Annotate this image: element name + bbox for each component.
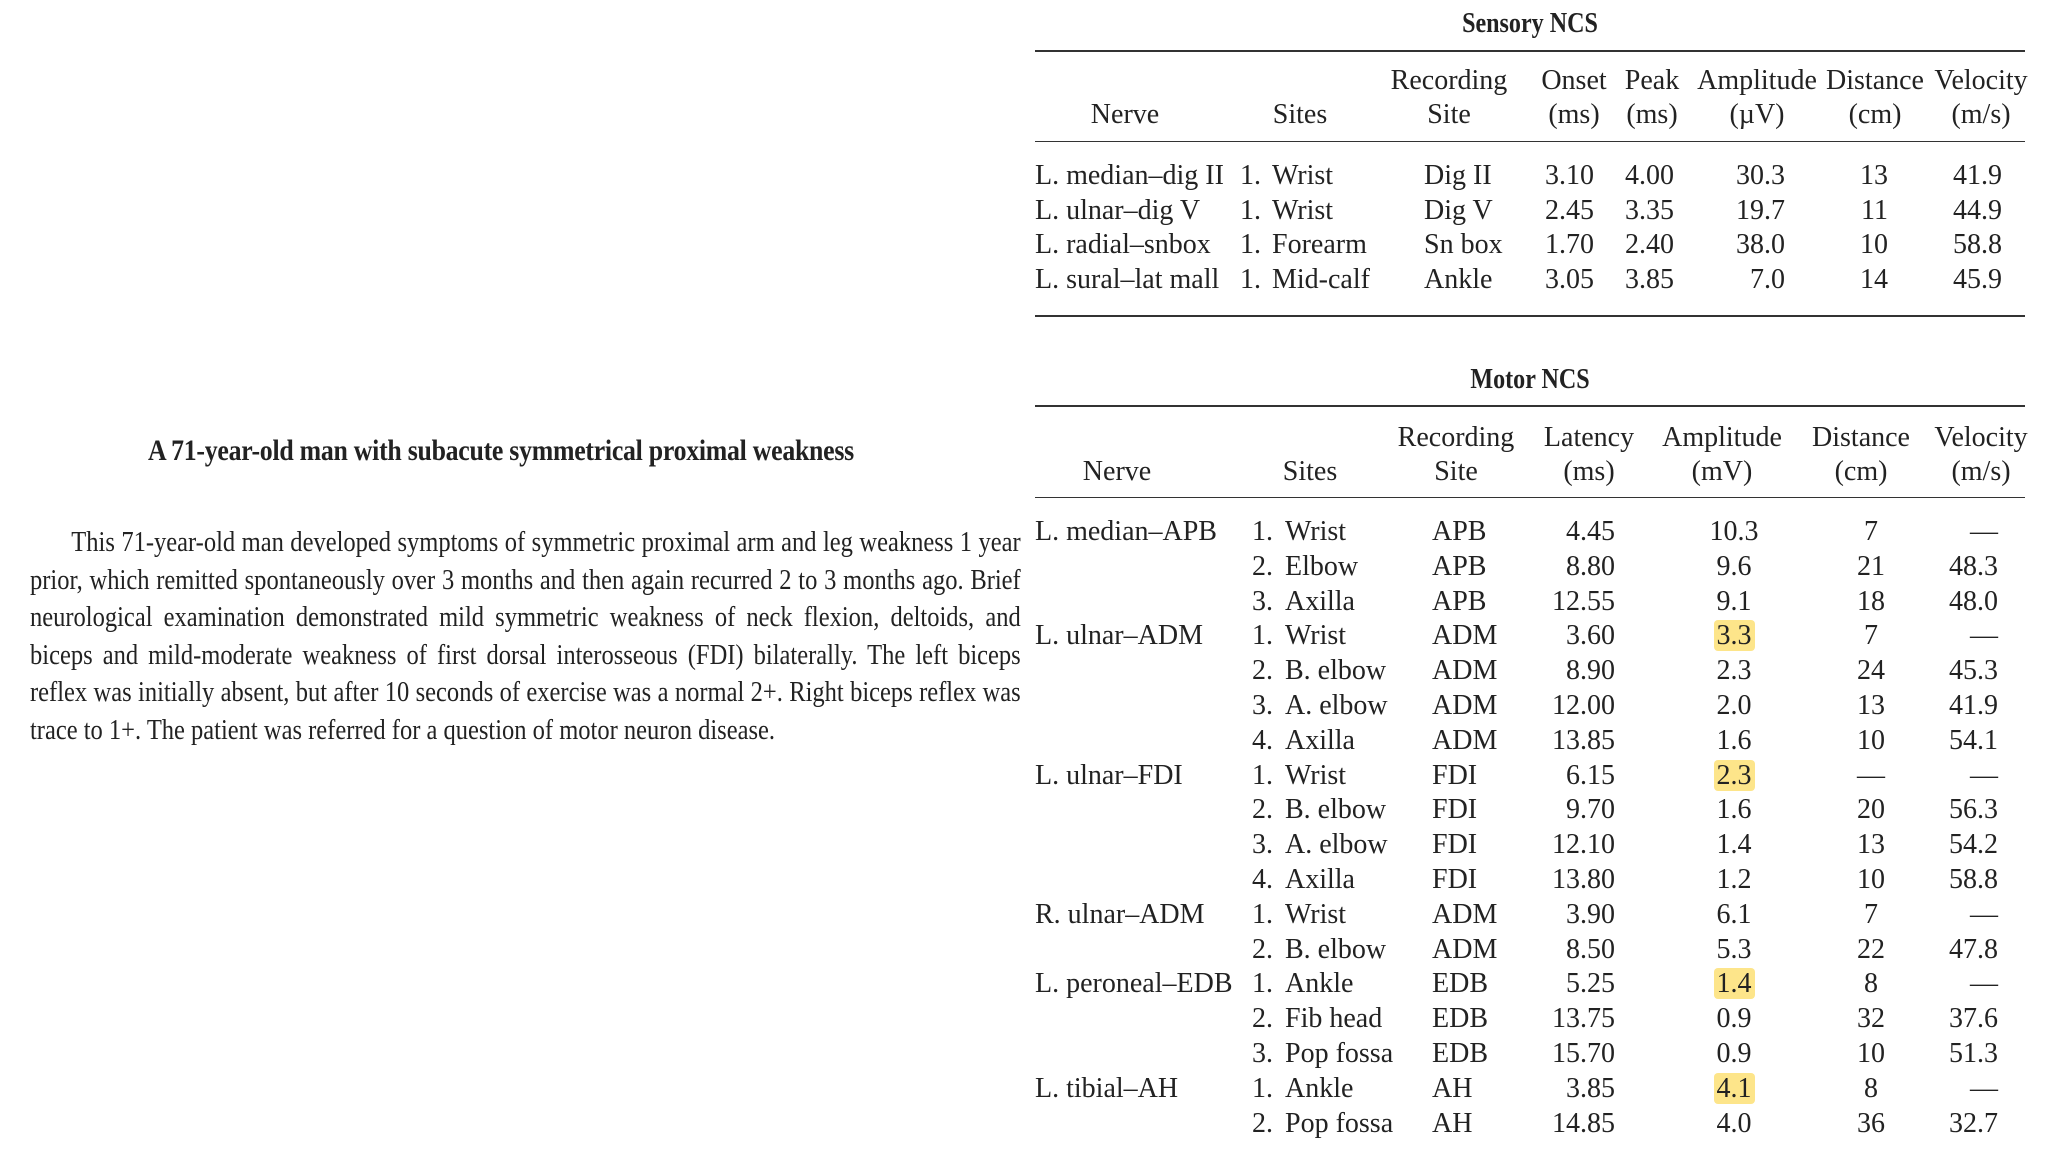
motor-cell-site: Wrist — [1285, 898, 1347, 930]
motor-cell-site-number: 3. — [1252, 829, 1273, 861]
motor-cell-velocity: — — [1970, 898, 1998, 930]
motor-cell-recording-site: APB — [1432, 585, 1487, 617]
motor-cell-amplitude — [1694, 794, 1774, 826]
motor-cell-amplitude — [1694, 934, 1774, 966]
motor-cell-recording-site: ADM — [1432, 690, 1498, 721]
sensory-cell-distance: 11 — [1861, 194, 1888, 226]
motor-header-recording-line2: Site — [1434, 456, 1478, 487]
sensory-cell-nerve: L. ulnar–dig V — [1035, 194, 1201, 226]
amplitude-value: 4.0 — [1716, 1107, 1752, 1139]
motor-header-distance-line2: (cm) — [1834, 456, 1888, 487]
motor-header-rule — [1035, 497, 2025, 498]
motor-cell-site: Pop fossa — [1285, 1107, 1394, 1139]
highlighted-amplitude: 3.3 — [1714, 620, 1755, 651]
motor-cell-site: Wrist — [1285, 516, 1347, 547]
sensory-cell-velocity: 58.8 — [1953, 229, 2002, 260]
motor-cell-distance: 8 — [1864, 1072, 1878, 1104]
sensory-header-velocity-line1: Velocity — [1934, 65, 2028, 96]
motor-cell-latency: 13.85 — [1552, 724, 1615, 756]
motor-cell-velocity: 48.3 — [1949, 550, 1998, 582]
motor-cell-recording-site: AH — [1432, 1072, 1473, 1104]
motor-cell-site: B. elbow — [1285, 655, 1387, 687]
motor-cell-site-number: 2. — [1252, 933, 1273, 965]
motor-cell-distance: 13 — [1857, 829, 1885, 861]
motor-cell-site: Ankle — [1285, 968, 1354, 1000]
motor-cell-site: A. elbow — [1285, 690, 1388, 721]
motor-cell-latency: 12.55 — [1552, 585, 1615, 617]
motor-cell-site: Elbow — [1285, 550, 1359, 582]
sensory-cell-site: Forearm — [1272, 229, 1367, 260]
sensory-bottom-rule — [1035, 315, 2025, 317]
motor-cell-distance: 32 — [1857, 1003, 1885, 1035]
motor-cell-velocity: 41.9 — [1949, 690, 1998, 721]
sensory-cell-onset: 3.10 — [1545, 160, 1594, 191]
motor-cell-site-number: 2. — [1252, 550, 1273, 582]
sensory-cell-nerve: L. median–dig II — [1035, 160, 1224, 191]
motor-cell-nerve: L. median–APB — [1035, 516, 1217, 547]
motor-cell-latency: 8.50 — [1566, 933, 1615, 965]
motor-cell-recording-site: ADM — [1432, 933, 1498, 965]
motor-header-recording-line1: Recording — [1397, 422, 1515, 453]
motor-cell-velocity: 56.3 — [1949, 794, 1998, 826]
motor-cell-recording-site: ADM — [1432, 724, 1498, 756]
sensory-cell-site: Wrist — [1272, 194, 1334, 226]
motor-cell-velocity: 32.7 — [1949, 1107, 1998, 1139]
sensory-header-velocity-line2: (m/s) — [1951, 99, 2011, 130]
motor-cell-amplitude — [1694, 690, 1774, 722]
sensory-cell-velocity: 45.9 — [1953, 263, 2002, 295]
motor-cell-recording-site: AH — [1432, 1107, 1473, 1139]
motor-cell-distance: 7 — [1864, 898, 1878, 930]
motor-cell-velocity: 37.6 — [1949, 1003, 1998, 1035]
sensory-header-amplitude-line1: Amplitude — [1697, 65, 1817, 96]
motor-header-sites: Sites — [1282, 456, 1338, 487]
motor-cell-distance: 13 — [1857, 690, 1885, 721]
motor-cell-amplitude — [1694, 516, 1774, 548]
motor-cell-recording-site: APB — [1432, 550, 1487, 582]
motor-cell-recording-site: FDI — [1432, 759, 1478, 791]
motor-cell-site-number: 3. — [1252, 1038, 1273, 1069]
motor-cell-amplitude — [1694, 760, 1774, 792]
sensory-header-distance-line1: Distance — [1826, 65, 1924, 96]
sensory-cell-onset: 1.70 — [1545, 229, 1594, 260]
motor-cell-site: Pop fossa — [1285, 1038, 1394, 1069]
motor-top-rule — [1035, 405, 2025, 407]
motor-header-nerve: Nerve — [1082, 456, 1152, 487]
motor-cell-site-number: 4. — [1252, 724, 1273, 756]
motor-cell-nerve: L. ulnar–ADM — [1035, 620, 1203, 652]
amplitude-value: 2.0 — [1716, 690, 1752, 721]
motor-cell-amplitude — [1694, 968, 1774, 1000]
motor-cell-velocity: — — [1970, 516, 1998, 547]
motor-cell-nerve: R. ulnar–ADM — [1035, 898, 1205, 930]
motor-cell-recording-site: ADM — [1432, 898, 1498, 930]
motor-header-amplitude-line2: (mV) — [1691, 456, 1753, 487]
motor-cell-amplitude — [1694, 899, 1774, 931]
motor-cell-site-number: 2. — [1252, 1003, 1273, 1035]
sensory-cell-recording-site: Dig V — [1424, 194, 1493, 226]
motor-cell-latency: 6.15 — [1566, 759, 1615, 791]
sensory-cell-peak: 4.00 — [1625, 160, 1674, 191]
sensory-cell-site-number: 1. — [1240, 194, 1261, 226]
motor-cell-amplitude — [1694, 1003, 1774, 1035]
motor-cell-recording-site: ADM — [1432, 620, 1498, 652]
motor-cell-latency: 13.80 — [1552, 864, 1615, 895]
sensory-cell-amplitude: 7.0 — [1750, 263, 1785, 295]
motor-cell-velocity: 45.3 — [1949, 655, 1998, 687]
motor-cell-amplitude — [1694, 829, 1774, 861]
motor-cell-amplitude — [1694, 864, 1774, 896]
motor-cell-distance: 36 — [1857, 1107, 1885, 1139]
motor-cell-velocity: 54.1 — [1949, 724, 1998, 756]
sensory-cell-amplitude: 38.0 — [1736, 229, 1785, 260]
sensory-cell-recording-site: Ankle — [1424, 263, 1493, 295]
motor-cell-site-number: 1. — [1252, 968, 1273, 1000]
case-title: A 71-year-old man with subacute symmetrical proximal weakness — [148, 434, 854, 467]
sensory-cell-nerve: L. sural–lat mall — [1035, 263, 1220, 295]
sensory-header-rule — [1035, 141, 2025, 142]
motor-cell-amplitude — [1694, 551, 1774, 583]
motor-cell-velocity: 47.8 — [1949, 933, 1998, 965]
motor-cell-velocity: 58.8 — [1949, 864, 1998, 895]
motor-cell-site-number: 1. — [1252, 759, 1273, 791]
amplitude-value: 0.9 — [1716, 1038, 1752, 1069]
sensory-cell-recording-site: Sn box — [1424, 229, 1503, 260]
motor-header-velocity-line2: (m/s) — [1951, 456, 2011, 487]
sensory-cell-velocity: 44.9 — [1953, 194, 2002, 226]
motor-cell-recording-site: FDI — [1432, 829, 1478, 861]
motor-cell-velocity: 48.0 — [1949, 585, 1998, 617]
motor-cell-recording-site: EDB — [1432, 968, 1488, 1000]
sensory-cell-site-number: 1. — [1240, 160, 1261, 191]
sensory-cell-site: Wrist — [1272, 160, 1334, 191]
motor-cell-nerve: L. ulnar–FDI — [1035, 759, 1183, 791]
motor-cell-amplitude — [1694, 655, 1774, 687]
motor-cell-nerve: L. tibial–AH — [1035, 1072, 1179, 1104]
motor-cell-site: A. elbow — [1285, 829, 1388, 861]
amplitude-value: 2.3 — [1716, 655, 1752, 687]
motor-cell-recording-site: FDI — [1432, 794, 1478, 826]
motor-cell-site-number: 4. — [1252, 864, 1273, 895]
motor-cell-velocity: — — [1970, 968, 1998, 1000]
sensory-header-sites: Sites — [1272, 99, 1328, 130]
sensory-cell-amplitude: 30.3 — [1736, 160, 1785, 191]
sensory-header-peak-line1: Peak — [1624, 65, 1680, 96]
motor-header-amplitude-line1: Amplitude — [1662, 422, 1782, 453]
sensory-header-amplitude-line2: (µV) — [1729, 99, 1785, 130]
motor-cell-velocity: — — [1970, 620, 1998, 652]
motor-cell-amplitude — [1694, 1073, 1774, 1105]
motor-cell-distance: 10 — [1857, 864, 1885, 895]
highlighted-amplitude: 2.3 — [1714, 760, 1755, 791]
highlighted-amplitude: 1.4 — [1714, 968, 1755, 999]
motor-cell-site-number: 3. — [1252, 585, 1273, 617]
amplitude-value: 5.3 — [1716, 933, 1752, 965]
motor-table-title: Motor NCS — [1470, 364, 1590, 395]
sensory-header-recording-line2: Site — [1427, 99, 1471, 130]
sensory-header-peak-line2: (ms) — [1626, 99, 1678, 130]
motor-cell-site-number: 2. — [1252, 1107, 1273, 1139]
motor-cell-latency: 3.90 — [1566, 898, 1615, 930]
motor-cell-latency: 4.45 — [1566, 516, 1615, 547]
motor-cell-velocity: 51.3 — [1949, 1038, 1998, 1069]
motor-cell-latency: 15.70 — [1552, 1038, 1615, 1069]
sensory-cell-distance: 10 — [1860, 229, 1888, 260]
sensory-header-nerve: Nerve — [1090, 99, 1160, 130]
motor-cell-latency: 13.75 — [1552, 1003, 1615, 1035]
motor-cell-amplitude — [1694, 1108, 1774, 1140]
motor-cell-distance: 20 — [1857, 794, 1885, 826]
sensory-cell-amplitude: 19.7 — [1736, 194, 1785, 226]
motor-header-latency-line1: Latency — [1543, 422, 1635, 453]
motor-cell-recording-site: ADM — [1432, 655, 1498, 687]
motor-cell-distance: 10 — [1857, 1038, 1885, 1069]
motor-cell-distance: 8 — [1864, 968, 1878, 1000]
motor-cell-site: B. elbow — [1285, 933, 1387, 965]
motor-cell-latency: 8.90 — [1566, 655, 1615, 687]
motor-cell-site-number: 1. — [1252, 898, 1273, 930]
amplitude-value: 1.6 — [1716, 794, 1752, 826]
amplitude-value: 9.6 — [1716, 550, 1752, 582]
motor-cell-latency: 14.85 — [1552, 1107, 1615, 1139]
motor-cell-latency: 12.00 — [1552, 690, 1615, 721]
sensory-cell-site-number: 1. — [1240, 229, 1261, 260]
motor-cell-site-number: 3. — [1252, 690, 1273, 721]
motor-cell-amplitude — [1694, 620, 1774, 652]
motor-cell-distance: 22 — [1857, 933, 1885, 965]
motor-cell-site-number: 1. — [1252, 516, 1273, 547]
motor-cell-velocity: 54.2 — [1949, 829, 1998, 861]
motor-cell-site: Fib head — [1285, 1003, 1383, 1035]
motor-cell-distance: — — [1857, 759, 1885, 791]
motor-cell-site: B. elbow — [1285, 794, 1387, 826]
motor-header-velocity-line1: Velocity — [1934, 422, 2028, 453]
motor-cell-latency: 5.25 — [1566, 968, 1615, 1000]
motor-cell-distance: 7 — [1864, 620, 1878, 652]
sensory-top-rule — [1035, 50, 2025, 52]
motor-cell-site: Ankle — [1285, 1072, 1354, 1104]
motor-cell-distance: 10 — [1857, 724, 1885, 756]
sensory-header-onset-line2: (ms) — [1548, 99, 1600, 130]
sensory-cell-peak: 3.35 — [1625, 194, 1674, 226]
sensory-cell-distance: 14 — [1860, 263, 1888, 295]
motor-cell-latency: 8.80 — [1566, 550, 1615, 582]
motor-cell-nerve: L. peroneal–EDB — [1035, 968, 1233, 1000]
sensory-cell-recording-site: Dig II — [1424, 160, 1492, 191]
sensory-header-onset-line1: Onset — [1541, 65, 1607, 96]
motor-cell-site-number: 2. — [1252, 655, 1273, 687]
sensory-cell-peak: 2.40 — [1625, 229, 1674, 260]
sensory-cell-onset: 2.45 — [1545, 194, 1594, 226]
sensory-cell-velocity: 41.9 — [1953, 160, 2002, 191]
sensory-cell-peak: 3.85 — [1625, 263, 1674, 295]
motor-cell-distance: 7 — [1864, 516, 1878, 547]
motor-cell-distance: 24 — [1857, 655, 1885, 687]
amplitude-value: 0.9 — [1716, 1003, 1752, 1035]
highlighted-amplitude: 4.1 — [1714, 1073, 1755, 1104]
sensory-header-recording-line1: Recording — [1390, 65, 1508, 96]
motor-cell-recording-site: EDB — [1432, 1003, 1488, 1035]
sensory-cell-site: Mid-calf — [1272, 263, 1370, 295]
motor-cell-distance: 18 — [1857, 585, 1885, 617]
sensory-cell-nerve: L. radial–snbox — [1035, 229, 1211, 260]
motor-cell-velocity: — — [1970, 1072, 1998, 1104]
sensory-cell-distance: 13 — [1860, 160, 1888, 191]
amplitude-value: 6.1 — [1716, 898, 1752, 930]
sensory-header-distance-line2: (cm) — [1848, 99, 1902, 130]
amplitude-value: 1.2 — [1716, 864, 1752, 895]
motor-cell-latency: 3.85 — [1566, 1072, 1615, 1104]
amplitude-value: 1.6 — [1716, 724, 1752, 756]
motor-cell-site: Axilla — [1285, 585, 1355, 617]
motor-cell-velocity: — — [1970, 759, 1998, 791]
motor-cell-recording-site: EDB — [1432, 1038, 1488, 1069]
motor-cell-site: Axilla — [1285, 864, 1355, 895]
case-description: This 71-year-old man developed symptoms of symmetric proximal arm and leg weakness 1 year prior, which remitted spontaneously over 3 months and then again recurred 2 to 3 months ago. Brief neurological examination demonstrated mild symmetric weakness of neck flexion, deltoids, and biceps and mild-moderate weakness of first dorsal interosseous (FDI) bilaterally. The left biceps reflex was initially absent, but after 10 seconds of exercise was a normal 2+. Right biceps reflex was trace to 1+. The patient was referred for a question of motor neuron disease. — [30, 527, 1021, 746]
motor-cell-site: Wrist — [1285, 620, 1347, 652]
motor-cell-latency: 9.70 — [1566, 794, 1615, 826]
motor-header-latency-line2: (ms) — [1563, 456, 1615, 487]
motor-cell-site-number: 1. — [1252, 620, 1273, 652]
sensory-cell-onset: 3.05 — [1545, 263, 1594, 295]
motor-cell-latency: 12.10 — [1552, 829, 1615, 861]
sensory-table-title: Sensory NCS — [1462, 8, 1598, 39]
motor-cell-amplitude — [1694, 586, 1774, 618]
amplitude-value: 9.1 — [1716, 585, 1752, 617]
motor-cell-distance: 21 — [1857, 550, 1885, 582]
motor-cell-site: Axilla — [1285, 724, 1355, 756]
motor-cell-amplitude — [1694, 1038, 1774, 1070]
amplitude-value: 1.4 — [1716, 829, 1752, 861]
motor-cell-site-number: 2. — [1252, 794, 1273, 826]
sensory-cell-site-number: 1. — [1240, 263, 1261, 295]
motor-cell-recording-site: FDI — [1432, 864, 1478, 895]
motor-header-distance-line1: Distance — [1812, 422, 1910, 453]
amplitude-value: 10.3 — [1709, 516, 1759, 547]
motor-cell-site: Wrist — [1285, 759, 1347, 791]
motor-cell-recording-site: APB — [1432, 516, 1487, 547]
motor-cell-latency: 3.60 — [1566, 620, 1615, 652]
motor-cell-site-number: 1. — [1252, 1072, 1273, 1104]
motor-cell-amplitude — [1694, 725, 1774, 757]
